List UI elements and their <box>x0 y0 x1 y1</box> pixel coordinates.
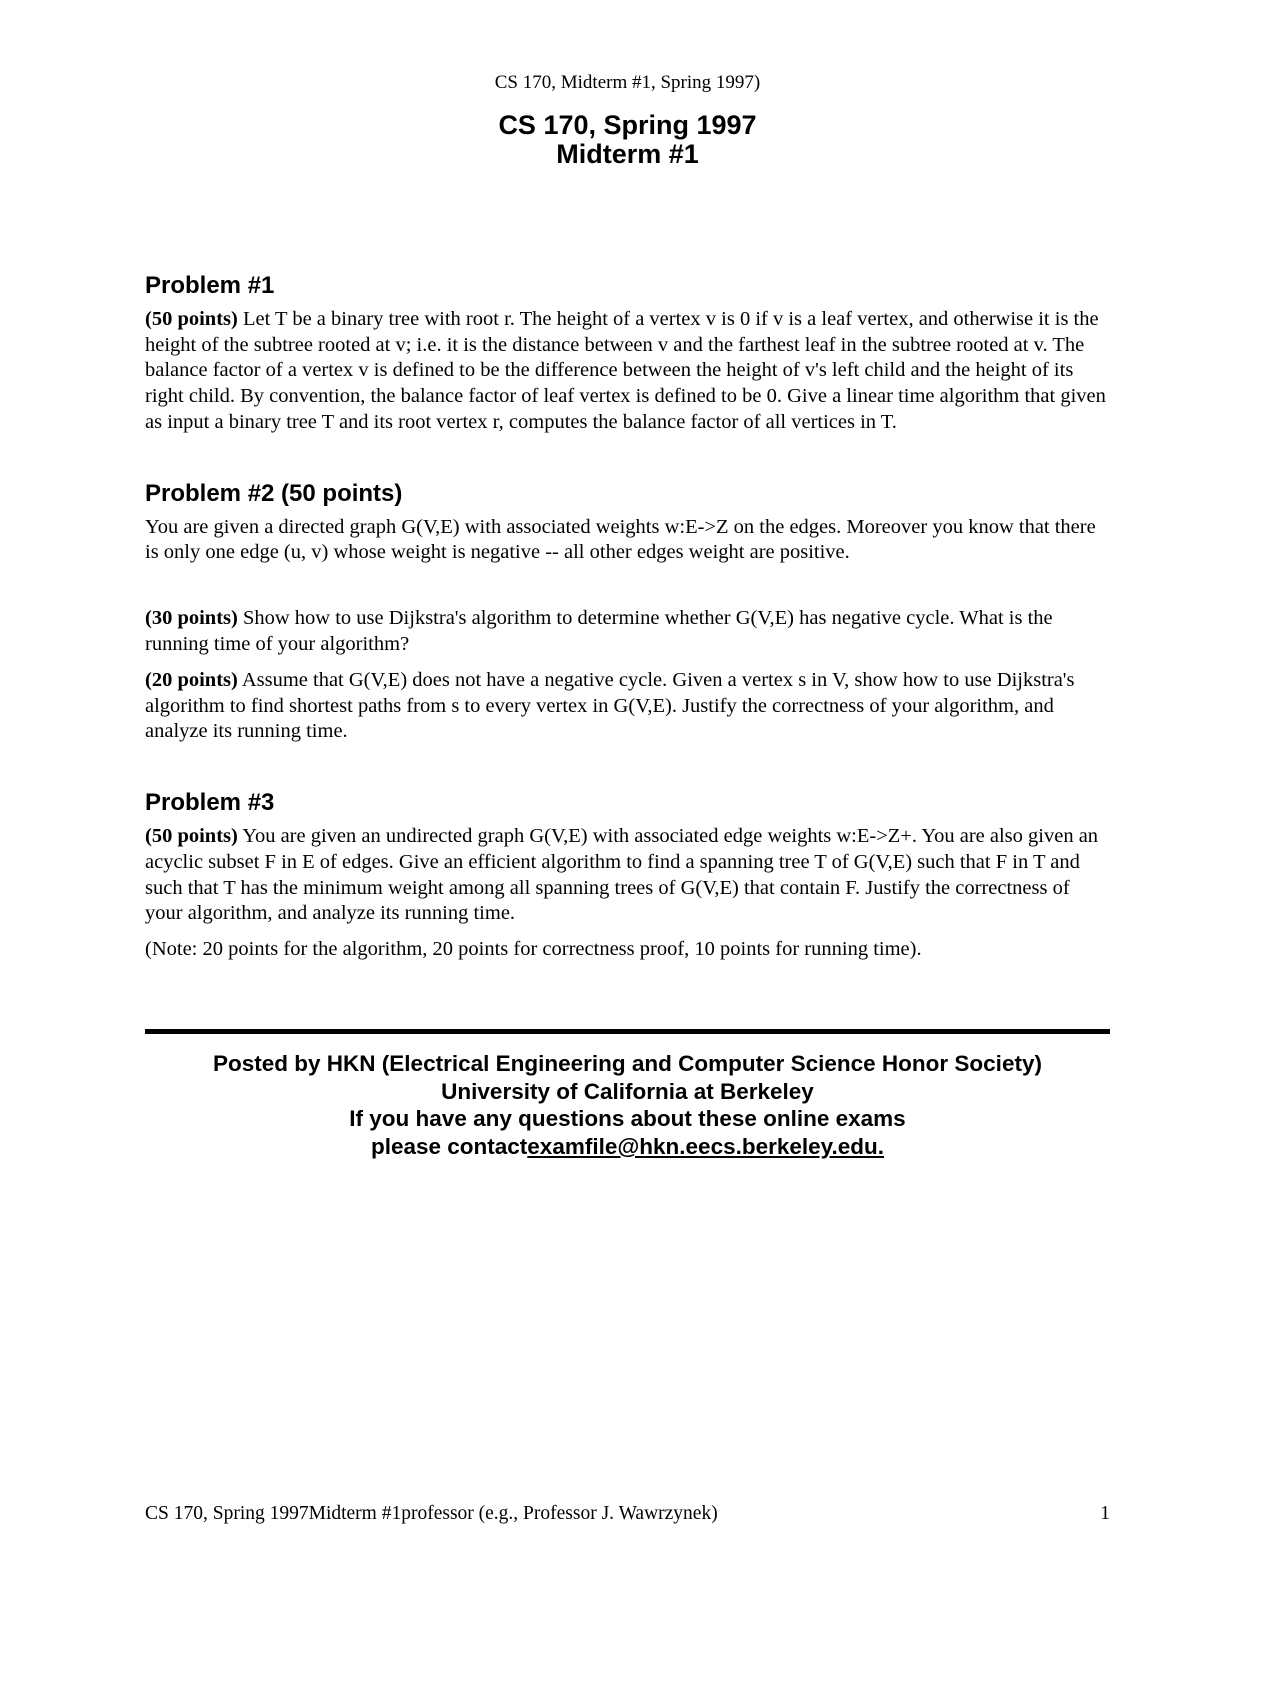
paragraph-text: You are given a directed graph G(V,E) with associated weights w:E->Z on the edges. Moreover you know that there is only one edge (u, v) whose weight is negative -- all other edges weight are positive. <box>145 515 1096 564</box>
problem-3-paragraph <box>145 824 1110 927</box>
paragraph-text: Show how to use Dijkstra's algorithm to determine whether G(V,E) has negative cycle. What is the running time of your algorithm? <box>145 607 1053 655</box>
problem-2-section <box>145 480 1110 745</box>
problem-2-part-a-paragraph <box>145 606 1110 658</box>
points-label: (30 points) <box>145 607 238 630</box>
problem-1-section <box>145 272 1110 436</box>
problem-2-heading: Problem #2 (50 points) <box>145 479 403 507</box>
document-title <box>145 111 1110 170</box>
paragraph-text: Let T be a binary tree with root r. The height of a vertex v is 0 if v is a leaf vertex, and otherwise it is the height of the subtree rooted at v; i.e. it is the distance between v and the farthest leaf in the subtree rooted at v. The balance factor of a vertex v is defined to be the difference between the height of v's left child and the height of its right child. By convention, the balance factor of leaf vertex is defined to be 0. Give a linear time algorithm that given as input a binary tree T and its root vertex r, computes the balance factor of all vertices in T. <box>145 307 1106 434</box>
footer-line-questions: If you have any questions about these online exams <box>349 1106 906 1132</box>
problem-2-part-b-paragraph <box>145 668 1110 745</box>
footer-line-posted-by: Posted by HKN (Electrical Engineering and Computer Science Honor Society) <box>213 1051 1042 1077</box>
hkn-footer-block <box>145 1050 1110 1161</box>
points-label: (50 points) <box>145 824 238 847</box>
problem-2-intro-paragraph <box>145 515 1110 567</box>
problem-3-section <box>145 789 1110 963</box>
page-bottom-line <box>145 1503 1110 1525</box>
problem-1-paragraph <box>145 307 1110 436</box>
points-label: (20 points) <box>145 668 238 691</box>
contact-prefix: please contact <box>370 1134 528 1160</box>
footer-contact-line <box>145 1133 1110 1161</box>
title-line-2: Midterm #1 <box>556 139 699 170</box>
contact-email-link[interactable]: examfile@hkn.eecs.berkeley.edu. <box>527 1134 885 1160</box>
page-number: 1 <box>1100 1503 1110 1524</box>
title-line-1: CS 170, Spring 1997 <box>498 109 757 140</box>
paragraph-text: (Note: 20 points for the algorithm, 20 points for correctness proof, 10 points for running time). <box>145 938 922 961</box>
document-header-line: CS 170, Midterm #1, Spring 1997) <box>494 72 761 93</box>
problem-1-heading: Problem #1 <box>145 272 275 300</box>
bottom-left-text: CS 170, Spring 1997Midterm #1professor (e.g., Professor J. Wawrzynek) <box>145 1503 718 1524</box>
paragraph-text: You are given an undirected graph G(V,E) with associated edge weights w:E->Z+. You are also given an acyclic subset F in E of edges. Give an efficient algorithm to find a spanning tree T of G(V,E) such that F in T and such that T has the minimum weight among all spanning trees of G(V,E) that contain F. Justify the correctness of your algorithm, and analyze its running time. <box>145 824 1099 925</box>
footer-line-university: University of California at Berkeley <box>441 1078 814 1104</box>
problem-3-heading: Problem #3 <box>145 789 275 817</box>
problem-3-note-paragraph <box>145 937 1110 963</box>
footer-divider-rule <box>145 1029 1110 1034</box>
paragraph-text: Assume that G(V,E) does not have a negative cycle. Given a vertex s in V, show how to use Dijkstra's algorithm to find shortest paths from s to every vertex in G(V,E). Justify the correctness of your algorithm, and analyze its running time. <box>145 668 1075 743</box>
points-label: (50 points) <box>145 307 238 330</box>
